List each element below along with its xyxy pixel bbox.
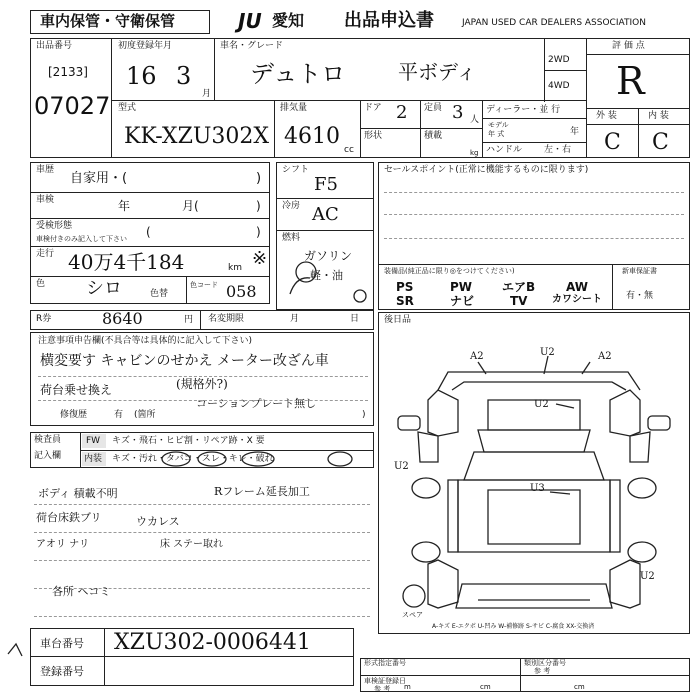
history-label: 車歴 [36, 165, 55, 175]
damage-mark-3: A2 [598, 351, 612, 362]
lot-sub-number: [2133] [48, 65, 88, 79]
color-code-label: 色コード [190, 281, 218, 289]
equipment-aw: AW [566, 280, 588, 294]
footer-ref-2: 参 考 [374, 685, 391, 693]
association-name: JAPAN USED CAR DEALERS ASSOCIATION [462, 18, 646, 28]
reg-label: 初度登録年月 [118, 41, 173, 51]
receipt-label: 受検形態 [36, 221, 73, 231]
reg-year: 16 [126, 62, 157, 90]
history-close: ) [256, 171, 262, 186]
equipment-airbag: エアB [502, 280, 536, 294]
recycle-value: 8640 [102, 309, 143, 328]
remarks-line2: 荷台床鉄ブリ [36, 511, 102, 524]
mileage-mark: ※ [252, 248, 268, 269]
fuel-circle-marks [276, 232, 374, 310]
int-tag: 内装 [84, 454, 103, 464]
mileage-label: 走行 [36, 249, 55, 259]
fw-tag: FW [86, 436, 101, 446]
drive-2wd: 2WD [548, 55, 570, 65]
lot-number: 07027 [34, 92, 111, 120]
car-name: デュトロ [250, 60, 346, 88]
reg-month-unit: 月 [202, 89, 212, 99]
color-value: シロ [86, 278, 122, 299]
shift-value: F5 [314, 174, 338, 195]
equipment-ps: PS [396, 280, 414, 294]
name-change-month: 月 [290, 314, 300, 324]
inspector-label-2: 記入欄 [34, 451, 62, 461]
footer-cm-2: cm [574, 683, 585, 691]
color-label: 色 [36, 279, 46, 289]
header-left-title: 車内保管・守衛保管 [40, 12, 176, 30]
chassis-value: XZU302-0006441 [114, 630, 311, 655]
sales-point-label: セールスポイント(正常に機能するものに限ります) [384, 165, 589, 175]
notes-line3: コーションプレート無し [196, 397, 317, 410]
capacity-unit: 人 [470, 115, 480, 125]
color-change-label: 色替 [150, 289, 169, 299]
int-items: キズ・汚れ・タバコ・スレ・キレ・破れ [112, 454, 274, 464]
handle-label: ハンドル [486, 145, 523, 155]
equipment-pw: PW [450, 280, 473, 294]
notes-label: 注意事項申告欄(不具合等は具体的に記入して下さい) [38, 336, 253, 346]
shape-label: 形状 [364, 131, 383, 141]
year-style-label: 年 式 [488, 130, 505, 138]
mileage-value: 40万4千184 [68, 250, 185, 274]
footer-ref-1: 参 考 [534, 667, 551, 675]
int-label: 内 装 [648, 111, 669, 121]
remarks-line2b: ウカレス [136, 515, 180, 528]
registration-label: 登録番号 [40, 665, 84, 678]
damage-mark-5: U2 [394, 461, 409, 472]
footer-m: m [404, 683, 411, 691]
grade-label: 評 価 点 [612, 41, 645, 51]
fuel-label: 燃料 [282, 233, 301, 243]
mileage-unit: km [228, 263, 242, 273]
int-value: C [652, 130, 669, 155]
name-change-day: 日 [350, 314, 360, 324]
equipment-tv: TV [510, 294, 528, 308]
chassis-label: 車台番号 [40, 637, 84, 650]
margin-mark [4, 640, 28, 660]
remarks-line1: ボディ 積載不明 [38, 487, 118, 500]
inspector-label-1: 検査員 [34, 435, 62, 445]
ext-value: C [604, 130, 621, 155]
damage-legend: A-キズ E-エクボ U-凹み W-補修跡 S-サビ C-腐食 XX-交換済 [432, 623, 595, 630]
fw-items: キズ・飛石・ヒビ割・リペア跡・X 要 [112, 436, 265, 446]
equipment-label: 装備品(純正品に限り◎をつけてください) [384, 267, 515, 275]
remarks-line3b: 床 ステー取れ [160, 539, 223, 550]
receipt-close: ) [256, 225, 261, 239]
displacement-label: 排気量 [280, 103, 308, 113]
load-label: 積載 [424, 131, 443, 141]
fuel-options: 軽・油 [310, 269, 343, 282]
dealer-label: ディーラー・並 行 [486, 105, 561, 115]
inspection-close: ) [256, 199, 261, 213]
notes-line2: 荷台乗せ換え [40, 383, 113, 397]
equipment-navi: ナビ [450, 294, 475, 308]
year-unit: 年 [570, 127, 580, 137]
displacement-unit: cc [344, 145, 354, 155]
ac-label: 冷房 [282, 201, 301, 211]
repair-value: 有 [114, 410, 124, 420]
form-title: 出品申込書 [344, 10, 434, 31]
receipt-open: ( [146, 225, 151, 239]
spare-label: スペア [402, 611, 423, 619]
header-logo-text: 愛知 [272, 11, 305, 30]
car-diagram [378, 312, 690, 634]
warranty-label: 新車保証書 [622, 267, 657, 275]
repair-label: 修復歴 [60, 410, 88, 420]
damage-mark-4: U2 [534, 399, 549, 410]
repair-close: ) [362, 410, 366, 420]
equipment-sr: SR [396, 294, 414, 308]
inspection-month: 月( [182, 199, 199, 213]
capacity-label: 定員 [424, 103, 443, 113]
notes-line1: 横変要す キャビンのせかえ メーター改ざん車 [40, 353, 329, 369]
reg-date-label: 車検証登録日 [364, 677, 406, 685]
shift-label: シフト [282, 165, 310, 175]
damage-mark-2: U2 [540, 347, 555, 358]
recycle-unit: 円 [184, 315, 194, 325]
form-number-label: 形式指定番号 [364, 659, 406, 667]
model-year-label: モデル [488, 121, 509, 129]
inspection-label: 車検 [36, 195, 55, 205]
reg-month: 3 [176, 62, 192, 90]
notes-line2-paren: (規格外?) [176, 377, 228, 391]
car-name-label: 車名・グレード [220, 41, 284, 51]
door-label: ドア [364, 103, 382, 113]
ext-label: 外 装 [596, 111, 617, 121]
equipment-leather-seat: カワシート [552, 294, 602, 305]
remarks-line1b: Rフレーム延長加工 [214, 485, 310, 498]
grade-value: R [616, 59, 645, 103]
receipt-note: 車検付きのみ記入して下さい [36, 235, 127, 243]
handle-value: 左・右 [544, 145, 572, 155]
damage-mark-7: U2 [640, 571, 655, 582]
door-value: 2 [396, 102, 408, 123]
recycle-frame [30, 310, 374, 330]
history-value: 自家用・( [70, 171, 128, 186]
recycle-label: R券 [36, 314, 52, 324]
equipment-grid [382, 280, 610, 308]
displacement-value: 4610 [284, 124, 340, 149]
car-grade: 平ボディ [398, 60, 477, 84]
lot-label: 出品番号 [36, 41, 73, 51]
load-unit: kg [470, 149, 479, 157]
damage-mark-1: A2 [470, 351, 484, 362]
model-value: KK-XZU302X [124, 124, 270, 149]
ac-value: AC [312, 204, 339, 225]
class-number-label: 類別区分番号 [524, 659, 566, 667]
capacity-value: 3 [452, 102, 464, 123]
name-change-label: 名変期限 [208, 314, 245, 324]
ju-logo-mark: JU [238, 9, 262, 33]
remarks-line4: 各所 ヘコミ [52, 585, 111, 598]
int-item-circles [150, 450, 370, 468]
warranty-value: 有・無 [626, 291, 654, 301]
inspection-year: 年 [118, 199, 131, 213]
remarks-line3: アオリ ナリ [36, 539, 90, 550]
repair-place: (箇所 [134, 410, 156, 420]
fuel-value: ガソリン [304, 249, 353, 263]
drive-4wd: 4WD [548, 81, 570, 91]
footer-cm-1: cm [480, 683, 491, 691]
diagram-title: 後日品 [384, 315, 412, 325]
damage-mark-6: U3 [530, 483, 545, 494]
color-code-value: 058 [226, 282, 257, 301]
model-label: 型式 [118, 103, 137, 113]
